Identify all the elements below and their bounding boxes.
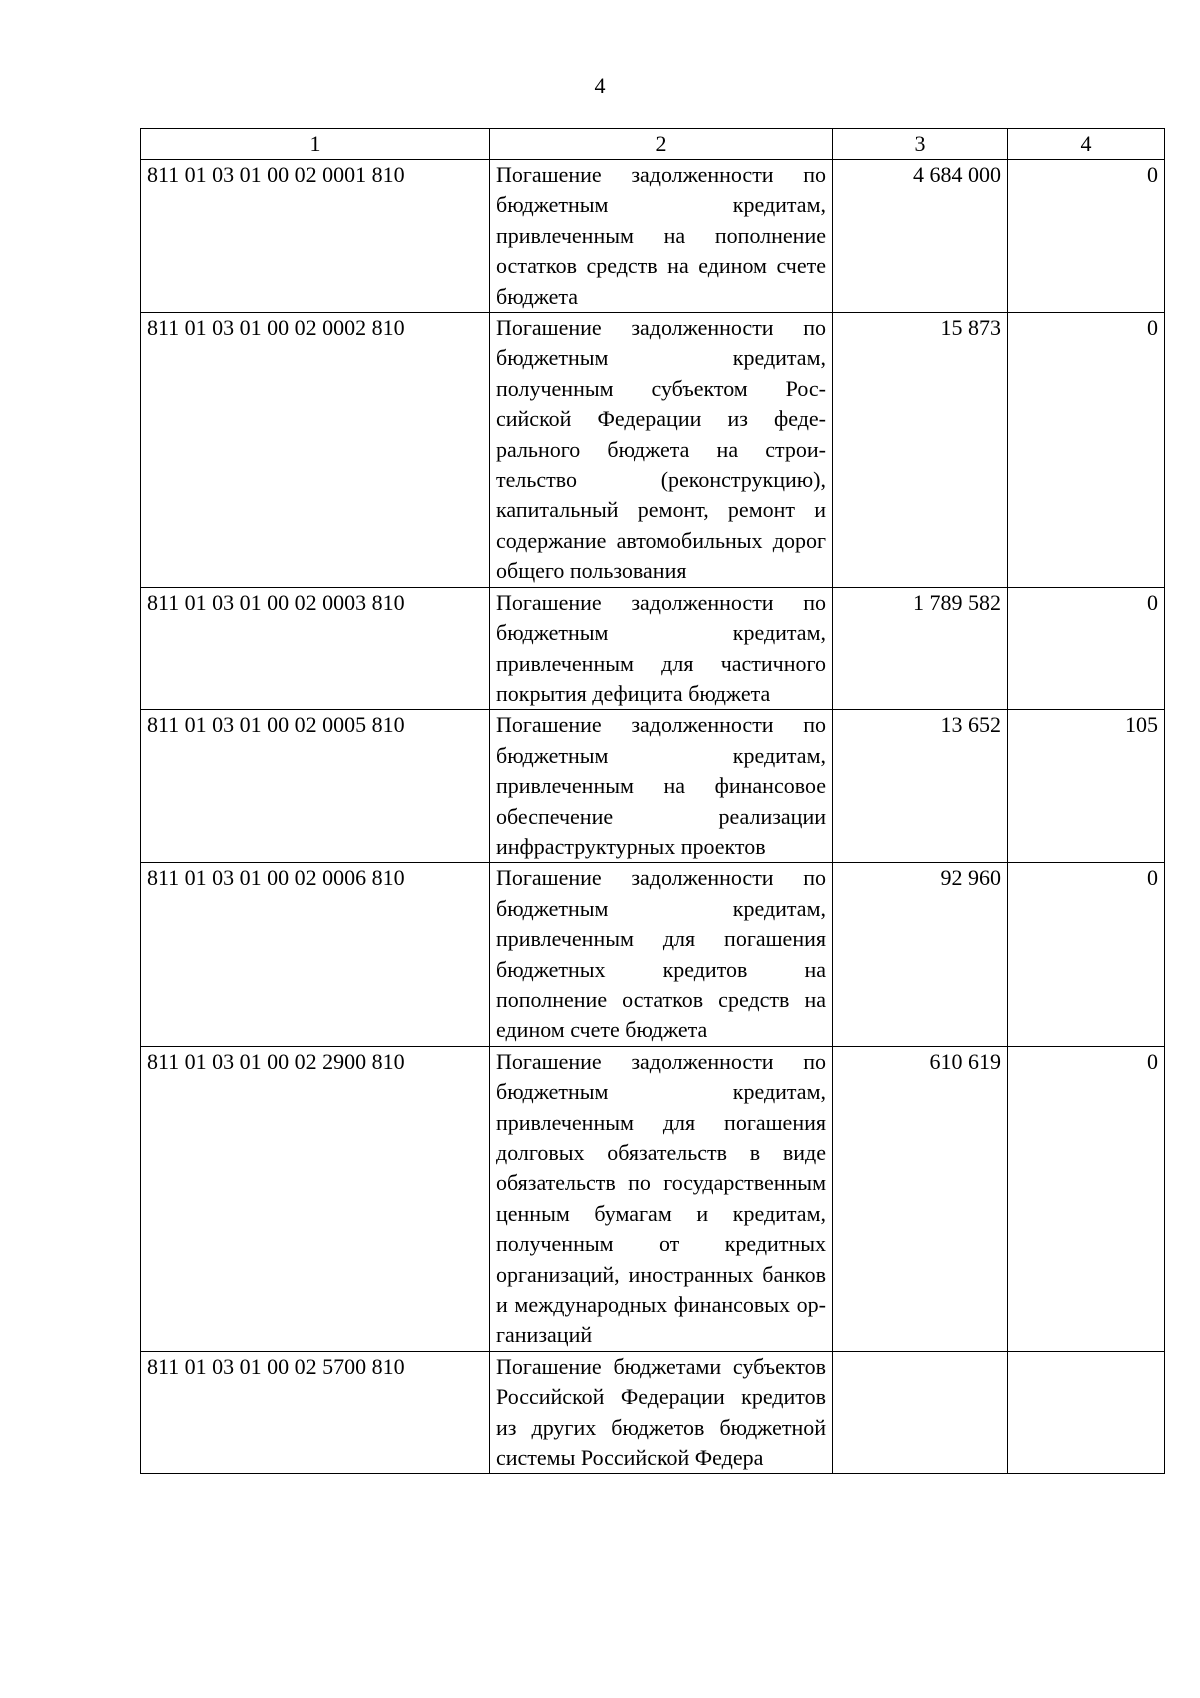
description-cell: Погашение задолженности по бюджетным кредитам, привлеченным для погашения бюджетных кредитов на пополнение остатков средств на едином счете бюджета [490,863,833,1046]
amount-col3-cell: 1 789 582 [833,587,1008,710]
description-cell: Погашение задолженности по бюджетным кредитам, привлеченным для частичного покрытия дефицита бюджета [490,587,833,710]
amount-col4-cell [1008,1351,1165,1474]
amount-col3-cell: 15 873 [833,313,1008,588]
table-row [141,313,1165,588]
budget-code-cell: 811 01 03 01 00 02 0005 810 [141,710,490,863]
amount-col3-cell: 13 652 [833,710,1008,863]
table-header-row [141,129,1165,160]
amount-col4-cell: 0 [1008,1046,1165,1351]
budget-code-cell: 811 01 03 01 00 02 0002 810 [141,313,490,588]
budget-code-cell: 811 01 03 01 00 02 5700 810 [141,1351,490,1474]
budget-code-cell: 811 01 03 01 00 02 2900 810 [141,1046,490,1351]
table-row [141,863,1165,1046]
amount-col4-cell: 105 [1008,710,1165,863]
column-header-2: 2 [490,129,833,160]
description-cell: Погашение задолженности по бюджетным кредитам, полученным субъектом Российской Федерации из федерального бюджета на строительство (реконструкцию), капитальный ремонт, ремонт и содержание автомобильных дорог общего пользования [490,313,833,588]
table-row [141,587,1165,710]
description-cell: Погашение задолженности по бюджетным кредитам, привлеченным для погашения долговых обязательств в виде обязательств по государственным ценным бумагам и кредитам, полученным от кредитных организаций, иностранных банков и международных финансовых организаций [490,1046,833,1351]
table-row [141,1046,1165,1351]
description-cell: Погашение задолженности по бюджетным кредитам, привлеченным на финансовое обеспечение реализации инфраструктурных проектов [490,710,833,863]
amount-col4-cell: 0 [1008,160,1165,313]
budget-code-cell: 811 01 03 01 00 02 0006 810 [141,863,490,1046]
table-row [141,1351,1165,1474]
budget-table [140,128,1165,1474]
budget-code-cell: 811 01 03 01 00 02 0001 810 [141,160,490,313]
column-header-3: 3 [833,129,1008,160]
amount-col3-cell: 4 684 000 [833,160,1008,313]
amount-col3-cell: 610 619 [833,1046,1008,1351]
budget-code-cell: 811 01 03 01 00 02 0003 810 [141,587,490,710]
description-cell: Погашение задолженности по бюджетным кредитам, привлеченным на пополнение остатков средств на едином счете бюджета [490,160,833,313]
column-header-1: 1 [141,129,490,160]
amount-col4-cell: 0 [1008,863,1165,1046]
description-cell: Погашение бюджетами субъектов Российской Федерации кредитов из других бюджетов бюджетной системы Российской Федера [490,1351,833,1474]
amount-col3-cell: 92 960 [833,863,1008,1046]
amount-col3-cell [833,1351,1008,1474]
column-header-4: 4 [1008,129,1165,160]
table-row [141,710,1165,863]
table-row [141,160,1165,313]
amount-col4-cell: 0 [1008,587,1165,710]
amount-col4-cell: 0 [1008,313,1165,588]
page-number: 4 [594,73,606,98]
